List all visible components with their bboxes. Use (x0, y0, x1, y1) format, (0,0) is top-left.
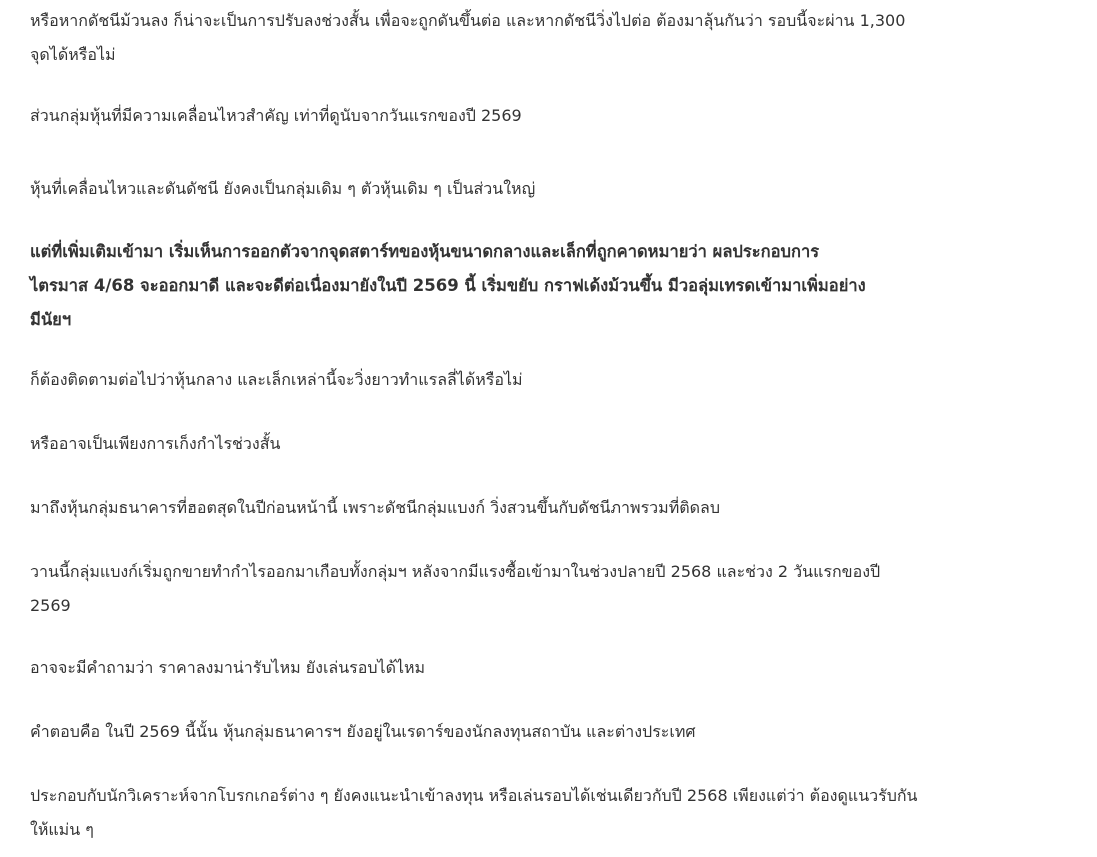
paragraph-line: หรือหากดัชนีม้วนลง ก็น่าจะเป็นการปรับลงช่วงสั้น เพื่อจะถูกดันขึ้นต่อ และหากดัชนีวิ่งไปต่อ ต้องมาลุ้นกันว่า รอบนี้จะผ่าน 1,300 (30, 11, 906, 30)
paragraph-question (30, 651, 1030, 685)
paragraph-line: วานนี้กลุ่มแบงก์เริ่มถูกขายทำกำไรออกมาเกือบทั้งกลุ่มฯ หลังจากมีแรงซื้อเข้ามาในช่วงปลายปี 2568 และช่วง 2 วันแรกของปี (30, 562, 881, 581)
paragraph-line: อาจจะมีคำถามว่า ราคาลงมาน่ารับไหม ยังเล่นรอบได้ไหม (30, 658, 426, 677)
paragraph-index-outlook (30, 4, 1030, 72)
paragraph-line: หรืออาจเป็นเพียงการเก็งกำไรช่วงสั้น (30, 434, 281, 453)
paragraph-analysts (30, 779, 1030, 847)
paragraph-same-stocks (30, 172, 1030, 206)
paragraph-line: ก็ต้องติดตามต่อไปว่าหุ้นกลาง และเล็กเหล่านี้จะวิ่งยาวทำแรลลี่ได้หรือไม่ (30, 370, 523, 389)
paragraph-line: จุดได้หรือไม่ (30, 45, 116, 64)
paragraph-banking-hot (30, 491, 1030, 525)
paragraph-line: ให้แม่น ๆ (30, 820, 94, 839)
paragraph-follow-rally (30, 363, 1030, 397)
paragraph-bank-profit-taking (30, 555, 1030, 623)
paragraph-answer (30, 715, 1030, 749)
paragraph-key-groups (30, 99, 1030, 133)
paragraph-mid-small-caps (30, 235, 1030, 337)
paragraph-line: แต่ที่เพิ่มเติมเข้ามา เริ่มเห็นการออกตัวจากจุดสตาร์ทของหุ้นขนาดกลางและเล็กที่ถูกคาดหมายว่า ผลประกอบการ (30, 242, 820, 261)
paragraph-line: มีนัยฯ (30, 310, 72, 329)
paragraph-line: คำตอบคือ ในปี 2569 นี้นั้น หุ้นกลุ่มธนาคารฯ ยังอยู่ในเรดาร์ของนักลงทุนสถาบัน และต่างประเทศ (30, 722, 696, 741)
paragraph-line: หุ้นที่เคลื่อนไหวและดันดัชนี ยังคงเป็นกลุ่มเดิม ๆ ตัวหุ้นเดิม ๆ เป็นส่วนใหญ่ (30, 179, 536, 198)
paragraph-line: 2569 (30, 596, 71, 615)
paragraph-line: มาถึงหุ้นกลุ่มธนาคารที่ฮอตสุดในปีก่อนหน้านี้ เพราะดัชนีกลุ่มแบงก์ วิ่งสวนขึ้นกับดัชนีภาพรวมที่ติดลบ (30, 498, 720, 517)
paragraph-line: ประกอบกับนักวิเคราะห์จากโบรกเกอร์ต่าง ๆ ยังคงแนะนำเข้าลงทุน หรือเล่นรอบได้เช่นเดียวกับปี 2568 เพียงแต่ว่า ต้องดูแนวรับกัน (30, 786, 918, 805)
paragraph-line: ไตรมาส 4/68 จะออกมาดี และจะดีต่อเนื่องมายังในปี 2569 นี้ เริ่มขยับ กราฟเด้งม้วนขึ้น มีวอลุ่มเทรดเข้ามาเพิ่มอย่าง (30, 276, 866, 295)
paragraph-line: ส่วนกลุ่มหุ้นที่มีความเคลื่อนไหวสำคัญ เท่าที่ดูนับจากวันแรกของปี 2569 (30, 106, 522, 125)
paragraph-short-term (30, 427, 1030, 461)
